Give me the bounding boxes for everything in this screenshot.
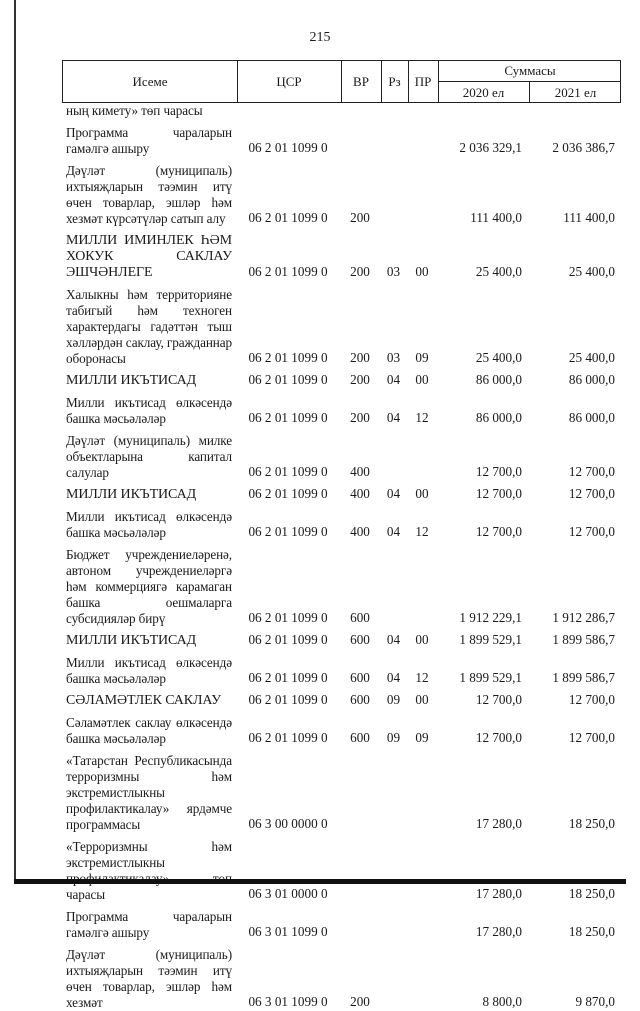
sum-2021-cell: 12 700,0 bbox=[568, 464, 615, 479]
rz-cell bbox=[380, 747, 407, 833]
sum-2020-cell bbox=[437, 103, 528, 119]
rz-cell bbox=[380, 903, 407, 941]
sum-2021-cell: 86 000,0 bbox=[568, 372, 615, 387]
name-cell: МИЛЛИ ИКЪТИСАД bbox=[66, 633, 197, 648]
vr-cell: 600 bbox=[350, 610, 370, 625]
header-rz: Рз bbox=[388, 74, 401, 89]
name-cell: Программа чараларын гамәлгә ашыру bbox=[66, 909, 232, 940]
sum-2021-cell: 1 899 586,7 bbox=[552, 632, 615, 647]
rz-cell bbox=[380, 157, 407, 227]
csr-cell: 06 2 01 1099 0 bbox=[248, 692, 328, 707]
table-row bbox=[62, 227, 621, 281]
name-cell: ның кимету» төп чарасы bbox=[66, 103, 203, 118]
vr-cell: 400 bbox=[350, 524, 370, 539]
csr-cell: 06 2 01 1099 0 bbox=[248, 210, 328, 225]
table-row bbox=[62, 903, 621, 941]
pr-cell: 00 bbox=[415, 372, 429, 387]
pr-cell bbox=[407, 747, 437, 833]
sum-2021-cell: 86 000,0 bbox=[568, 410, 615, 425]
rz-cell bbox=[380, 541, 407, 627]
csr-cell: 06 2 01 1099 0 bbox=[248, 372, 328, 387]
rz-cell: 09 bbox=[386, 692, 401, 707]
pr-cell bbox=[407, 103, 437, 119]
rz-cell: 04 bbox=[386, 524, 401, 539]
sum-2021-cell: 2 036 386,7 bbox=[552, 140, 615, 155]
csr-cell: 06 2 01 1099 0 bbox=[248, 524, 328, 539]
rz-cell: 04 bbox=[386, 372, 401, 387]
scan-left-border bbox=[14, 0, 16, 884]
vr-cell: 400 bbox=[350, 486, 370, 501]
vr-cell bbox=[340, 747, 380, 833]
table-row bbox=[62, 649, 621, 687]
table-row bbox=[62, 119, 621, 157]
table-row bbox=[62, 833, 621, 903]
sum-2020-cell: 12 700,0 bbox=[475, 730, 522, 745]
sum-2020-cell: 111 400,0 bbox=[470, 210, 522, 225]
sum-2020-cell: 12 700,0 bbox=[475, 524, 522, 539]
name-cell: Сәламәтлек саклау өлкәсендә башка мәсьәләләр bbox=[66, 715, 232, 746]
name-cell: Милли икътисад өлкәсендә башка мәсьәләләр bbox=[66, 509, 232, 540]
sum-2020-cell: 12 700,0 bbox=[475, 464, 522, 479]
csr-cell: 06 2 01 1099 0 bbox=[248, 632, 328, 647]
rz-cell: 04 bbox=[386, 632, 401, 647]
name-cell: «Терроризмны һәм экстремистлыкны чарасы bbox=[66, 839, 232, 902]
name-cell: МИЛЛИ ИКЪТИСАД bbox=[66, 373, 197, 388]
sum-2020-cell: 17 280,0 bbox=[475, 886, 522, 901]
sum-2020-cell: 1 899 529,1 bbox=[459, 670, 522, 685]
name-cell: Дәүләт (муниципаль) ихтыяҗларын тәэмин итү өчен товарлар, эшләр һәм хезмәт bbox=[66, 947, 232, 1010]
pr-cell bbox=[407, 157, 437, 227]
csr-cell: 06 3 01 0000 0 bbox=[248, 886, 328, 901]
sum-2021-cell: 12 700,0 bbox=[568, 486, 615, 501]
vr-cell: 200 bbox=[350, 994, 370, 1009]
pr-cell: 12 bbox=[415, 524, 429, 539]
sum-2020-cell: 25 400,0 bbox=[475, 350, 522, 365]
name-cell: Дәүләт (муниципаль) ихтыяҗларын тәэмин итү өчен товарлар, эшләр һәм хезмәт күрсәтүләр сатып алу bbox=[66, 163, 232, 226]
csr-cell: 06 2 01 1099 0 bbox=[248, 410, 328, 425]
vr-cell: 600 bbox=[350, 692, 370, 707]
table-row bbox=[62, 747, 621, 833]
table-row bbox=[62, 627, 621, 649]
csr-cell: 06 2 01 1099 0 bbox=[248, 140, 328, 155]
vr-cell: 200 bbox=[350, 410, 370, 425]
sum-2021-cell: 1 912 286,7 bbox=[552, 610, 615, 625]
pr-cell: 00 bbox=[415, 264, 429, 279]
sum-2021-cell: 25 400,0 bbox=[568, 350, 615, 365]
sum-2021-cell: 18 250,0 bbox=[568, 886, 615, 901]
csr-cell: 06 2 01 1099 0 bbox=[248, 486, 328, 501]
header-year-2021: 2021 ел bbox=[554, 85, 597, 100]
csr-cell: 06 2 01 1099 0 bbox=[248, 464, 328, 479]
name-cell: СӘЛАМӘТЛЕК САКЛАУ bbox=[66, 693, 222, 708]
csr-cell: 06 2 01 1099 0 bbox=[248, 670, 328, 685]
csr-cell: 06 3 00 0000 0 bbox=[248, 816, 328, 831]
vr-cell: 600 bbox=[350, 632, 370, 647]
pr-cell bbox=[407, 119, 437, 157]
sum-2020-cell: 8 800,0 bbox=[482, 994, 522, 1009]
csr-cell: 06 2 01 1099 0 bbox=[248, 350, 328, 365]
pr-cell bbox=[407, 833, 437, 903]
header-sums: Суммасы bbox=[504, 63, 556, 78]
name-cell: Дәүләт (муниципаль) милке объектларына капитал салулар bbox=[66, 433, 232, 480]
sum-2021-cell bbox=[528, 103, 621, 119]
vr-cell: 200 bbox=[350, 350, 370, 365]
rz-cell: 04 bbox=[386, 486, 401, 501]
vr-cell: 200 bbox=[350, 372, 370, 387]
budget-table bbox=[62, 103, 621, 1011]
page-number: 215 bbox=[309, 30, 331, 45]
sum-2020-cell: 12 700,0 bbox=[475, 486, 522, 501]
sum-2021-cell: 12 700,0 bbox=[568, 524, 615, 539]
scan-bottom-border bbox=[14, 879, 626, 884]
pr-cell: 12 bbox=[415, 410, 429, 425]
pr-cell: 09 bbox=[415, 730, 429, 745]
rz-cell bbox=[380, 833, 407, 903]
table-header bbox=[62, 60, 621, 103]
table-row bbox=[62, 541, 621, 627]
sum-2020-cell: 17 280,0 bbox=[475, 924, 522, 939]
name-cell: Бюджет учреждениеләренә, автоном учреждениеләргә һәм коммерциягә карамаган башка оешмаларга субсидияләр бирү bbox=[66, 547, 232, 626]
pr-cell: 00 bbox=[415, 692, 429, 707]
sum-2021-cell: 9 870,0 bbox=[575, 994, 615, 1009]
header-name: Исеме bbox=[132, 74, 168, 89]
csr-cell bbox=[236, 103, 340, 119]
pr-cell bbox=[407, 903, 437, 941]
header-year-2020: 2020 ел bbox=[462, 85, 505, 100]
name-cell: МИЛЛИ ИМИНЛЕК ҺӘМ ХОКУК САКЛАУ ЭШЧӘНЛЕГЕ bbox=[66, 233, 232, 280]
rz-cell: 03 bbox=[386, 264, 401, 279]
rz-cell bbox=[380, 941, 407, 1011]
pr-cell bbox=[407, 541, 437, 627]
table-row bbox=[62, 157, 621, 227]
sum-2021-cell: 12 700,0 bbox=[568, 730, 615, 745]
vr-cell: 200 bbox=[350, 210, 370, 225]
table-row bbox=[62, 941, 621, 1011]
sum-2020-cell: 86 000,0 bbox=[475, 410, 522, 425]
vr-cell: 600 bbox=[350, 730, 370, 745]
table-row bbox=[62, 481, 621, 503]
sum-2021-cell: 111 400,0 bbox=[563, 210, 615, 225]
rz-cell: 04 bbox=[386, 670, 401, 685]
table-row bbox=[62, 427, 621, 481]
sum-2020-cell: 2 036 329,1 bbox=[459, 140, 522, 155]
sum-2021-cell: 18 250,0 bbox=[568, 924, 615, 939]
rz-cell bbox=[380, 427, 407, 481]
table-row bbox=[62, 389, 621, 427]
sum-2021-cell: 25 400,0 bbox=[568, 264, 615, 279]
name-cell: Милли икътисад өлкәсендә башка мәсьәләләр bbox=[66, 655, 232, 686]
sum-2020-cell: 25 400,0 bbox=[475, 264, 522, 279]
csr-cell: 06 2 01 1099 0 bbox=[248, 610, 328, 625]
table-row bbox=[62, 709, 621, 747]
pr-cell: 09 bbox=[415, 350, 429, 365]
name-cell: Милли икътисад өлкәсендә башка мәсьәләләр bbox=[66, 395, 232, 426]
table-row bbox=[62, 367, 621, 389]
name-cell: Программа чараларын гамәлгә ашыру bbox=[66, 125, 232, 156]
sum-2020-cell: 86 000,0 bbox=[475, 372, 522, 387]
header-divider bbox=[438, 81, 620, 82]
sum-2021-cell: 12 700,0 bbox=[568, 692, 615, 707]
sum-2021-cell: 18 250,0 bbox=[568, 816, 615, 831]
sum-2020-cell: 17 280,0 bbox=[475, 816, 522, 831]
rz-cell: 09 bbox=[386, 730, 401, 745]
header-pr: ПР bbox=[414, 74, 432, 89]
header-csr: ЦСР bbox=[276, 74, 302, 89]
vr-cell: 200 bbox=[350, 264, 370, 279]
csr-cell: 06 2 01 1099 0 bbox=[248, 264, 328, 279]
rz-cell bbox=[380, 103, 407, 119]
pr-cell: 00 bbox=[415, 486, 429, 501]
rz-cell: 03 bbox=[386, 350, 401, 365]
pr-cell bbox=[407, 941, 437, 1011]
csr-cell: 06 3 01 1099 0 bbox=[248, 994, 328, 1009]
name-cell: «Татарстан Республикасында терроризмны һәм экстремистлыкны профилактикалау» ярдәмче программасы bbox=[66, 753, 232, 832]
vr-cell bbox=[340, 833, 380, 903]
pr-cell: 00 bbox=[415, 632, 429, 647]
vr-cell bbox=[340, 119, 380, 157]
table-row bbox=[62, 103, 621, 119]
vr-cell bbox=[340, 903, 380, 941]
pr-cell: 12 bbox=[415, 670, 429, 685]
csr-cell: 06 2 01 1099 0 bbox=[248, 730, 328, 745]
name-cell: Халыкны һәм территорияне табигый һәм техноген характердагы гадәттән тыш хәлләрдән саклау, гражданнар оборонасы bbox=[66, 287, 232, 366]
name-cell: МИЛЛИ ИКЪТИСАД bbox=[66, 487, 197, 502]
sum-2020-cell: 1 899 529,1 bbox=[459, 632, 522, 647]
pr-cell bbox=[407, 427, 437, 481]
rz-cell bbox=[380, 119, 407, 157]
vr-cell: 600 bbox=[350, 670, 370, 685]
sum-2021-cell: 1 899 586,7 bbox=[552, 670, 615, 685]
csr-cell: 06 3 01 1099 0 bbox=[248, 924, 328, 939]
vr-cell bbox=[340, 103, 380, 119]
sum-2020-cell: 1 912 229,1 bbox=[459, 610, 522, 625]
header-vr: ВР bbox=[353, 74, 369, 89]
table-row bbox=[62, 281, 621, 367]
rz-cell: 04 bbox=[386, 410, 401, 425]
vr-cell: 400 bbox=[350, 464, 370, 479]
table-row bbox=[62, 687, 621, 709]
sum-2020-cell: 12 700,0 bbox=[475, 692, 522, 707]
table-row bbox=[62, 503, 621, 541]
